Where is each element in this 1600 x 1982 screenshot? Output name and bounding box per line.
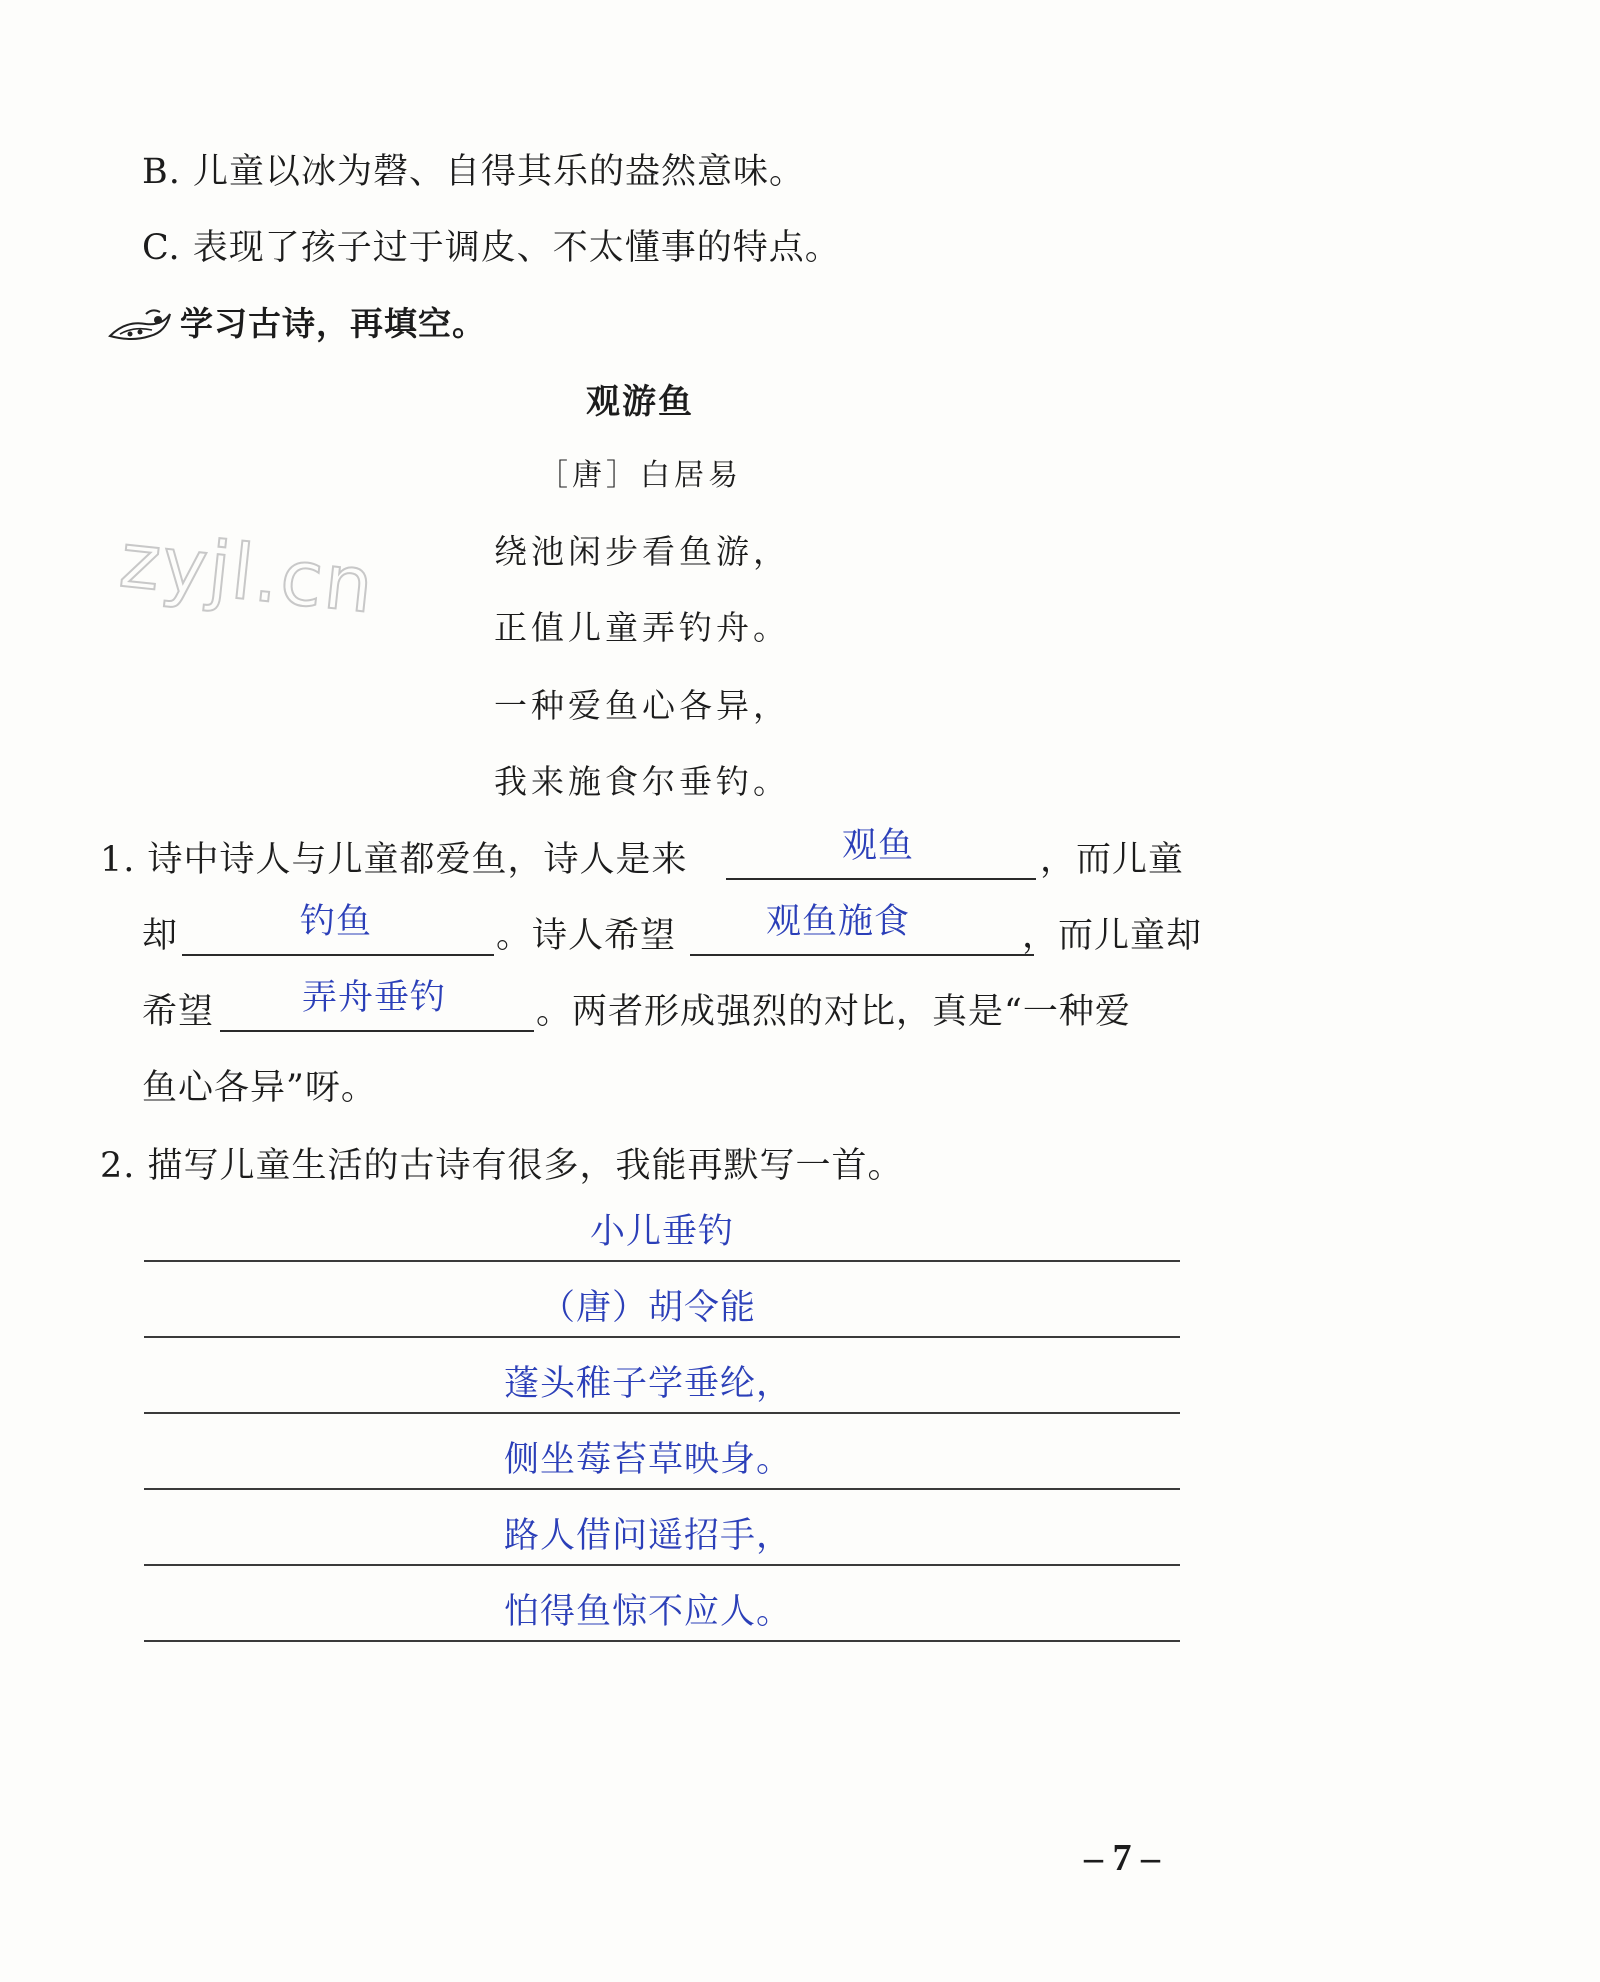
q2-answer-line: 路人借问遥招手， [504,1516,793,1556]
q2-prompt: 2. 描写儿童生活的古诗有很多，我能再默写一首。 [100,1146,904,1186]
writing-line[interactable] [144,1488,1180,1490]
poem-line: 我来施食尔垂钓。 [494,762,790,801]
q1-line4: 鱼心各异”呀。 [142,1068,377,1108]
q1-answer-1: 观鱼 [842,826,915,866]
q1-line2-middle: 。诗人希望 [496,916,677,956]
poem-line: 正值儿童弄钓舟。 [494,608,790,647]
q1-line3-suffix: 。两者形成强烈的对比，真是“一种爱 [536,992,1131,1032]
writing-line[interactable] [144,1336,1180,1338]
q1-line1-prefix: 1. 诗中诗人与儿童都爱鱼，诗人是来 [100,840,688,880]
q1-blank-4[interactable] [220,1030,534,1032]
q1-answer-3: 观鱼施食 [766,902,911,942]
poem-author: ［唐］白居易 [538,458,742,493]
q1-line2-suffix: ，而儿童却 [1022,916,1203,956]
poem-line: 一种爱鱼心各异， [494,686,790,725]
choice-c: C. 表现了孩子过于调皮、不太懂事的特点。 [142,228,841,268]
q1-line3-prefix: 希望 [142,992,215,1032]
poem-title: 观游鱼 [586,382,694,422]
q1-answer-4: 弄舟垂钓 [302,978,447,1018]
writing-line[interactable] [144,1564,1180,1566]
q1-line2-prefix: 却 [142,916,179,956]
poem-line: 绕池闲步看鱼游， [494,532,790,571]
section-heading: 学习古诗，再填空。 [180,304,486,343]
q2-answer-line: （唐）胡令能 [539,1288,756,1328]
writing-line[interactable] [144,1260,1180,1262]
q1-blank-2[interactable] [182,954,494,956]
page-number: – 7 – [1084,1837,1160,1879]
q1-blank-3[interactable] [690,954,1034,956]
q2-answer-line: 小儿垂钓 [589,1212,734,1252]
writing-line[interactable] [144,1412,1180,1414]
watermark: zyjl.cn [116,514,380,631]
q1-answer-2: 钓鱼 [300,902,373,942]
q1-line1-suffix: ，而儿童 [1040,840,1185,880]
q2-answer-line: 怕得鱼惊不应人。 [504,1592,793,1632]
leaf-bird-ornament-icon [106,306,174,346]
q2-answer-line: 侧坐莓苔草映身。 [504,1440,793,1480]
choice-b: B. 儿童以冰为磬、自得其乐的盎然意味。 [142,152,805,192]
q1-blank-1[interactable] [726,878,1036,880]
q2-answer-line: 蓬头稚子学垂纶， [504,1364,793,1404]
writing-line[interactable] [144,1640,1180,1642]
